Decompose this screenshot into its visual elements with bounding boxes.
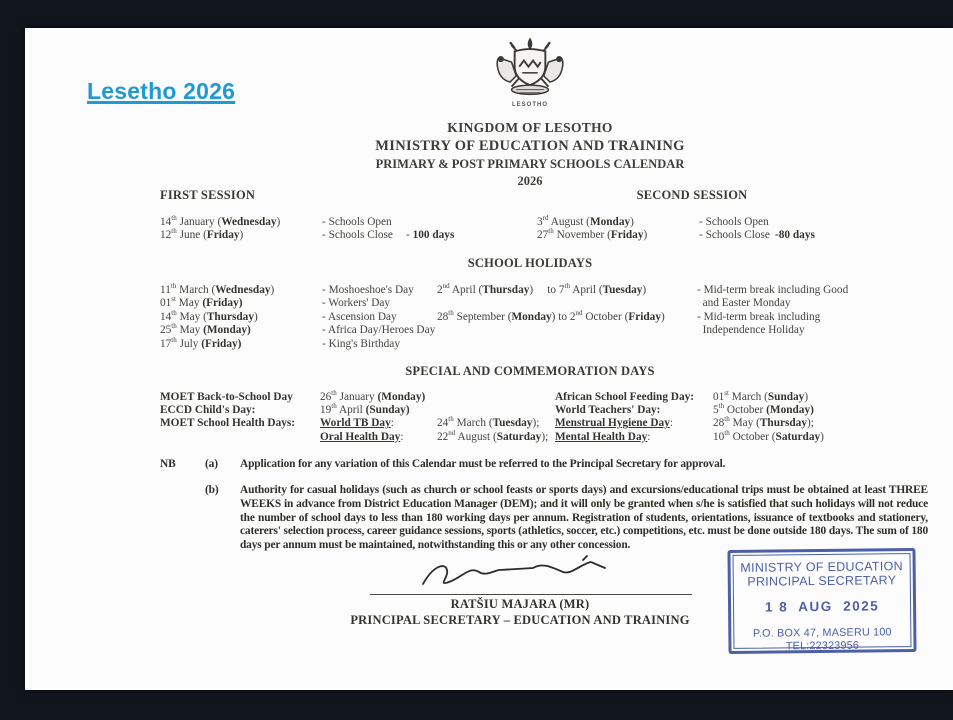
coat-of-arms-icon bbox=[491, 36, 569, 102]
document-header bbox=[180, 120, 880, 189]
first-session-labels: - Schools Open - Schools Close bbox=[322, 216, 393, 242]
signatory-title: PRINCIPAL SECRETARY – EDUCATION AND TRAINING bbox=[350, 613, 690, 627]
stamp-line2: PRINCIPAL SECRETARY bbox=[747, 573, 897, 589]
ministry-stamp bbox=[727, 548, 916, 654]
nb-item-a-marker: (a) bbox=[205, 458, 218, 470]
stamp-inner-border bbox=[733, 553, 912, 652]
second-session-days-count: -80 days bbox=[775, 229, 815, 242]
second-session-title: SECOND SESSION bbox=[636, 188, 748, 202]
signature-line bbox=[370, 594, 692, 595]
document-page bbox=[25, 28, 953, 690]
calendar-year: 2026 bbox=[517, 174, 543, 188]
special-labels-left: MOET Back-to-School Day ECCD Child's Day: MOET School Health Days: bbox=[160, 391, 296, 430]
midterm-ranges: 2nd April (Thursday) to 7th April (Tuesday) 28th September (Monday) to 2nd October (Friday) bbox=[437, 282, 665, 323]
stamp-line1: MINISTRY OF EDUCATION bbox=[740, 559, 903, 575]
school-holidays-title: SCHOOL HOLIDAYS bbox=[467, 256, 593, 270]
special-labels-right: African School Feeding Day: World Teachers' Day: Menstrual Hygiene Day: Mental Health Day: bbox=[555, 391, 695, 443]
special-days-title: SPECIAL AND COMMEMORATION DAYS bbox=[405, 364, 655, 378]
second-session-dates: 3rd August (Monday) 27th November (Friday) bbox=[537, 214, 648, 242]
handwritten-signature bbox=[415, 554, 630, 594]
first-session-title: FIRST SESSION bbox=[160, 188, 256, 202]
signatory-name: RATŠIU MAJARA (MR) bbox=[450, 597, 590, 611]
midterm-notes: - Mid-term break including Good and Easter Monday - Mid-term break including Independence Holiday bbox=[697, 284, 849, 337]
kingdom-title: KINGDOM OF LESOTHO bbox=[447, 120, 613, 135]
nb-item-a-text: Application for any variation of this Calendar must be referred to the Principal Secretary for approval. bbox=[240, 458, 726, 470]
ministry-title: MINISTRY OF EDUCATION AND TRAINING bbox=[375, 138, 685, 154]
emblem-caption: LESOTHO bbox=[511, 102, 548, 108]
nb-item-b-text: Authority for casual holidays (such as church or school feasts or sports days) and excursions/educational trips must be obtained at least THREE WEEKS in advance from District Education Manager (DEM); and it will only be granted when s/he is satisfied that such holidays will not reduce the number of school days to less than 180 working days per annum. Registration of students, orientations, issuance of textbooks and stationery, caterers' selection process, career guidance sessions, sports (athletics, soccer, etc.) competitions, etc. must be done outside 180 days. The sum of 180 days per annum must be maintained, notwithstanding this or any other concession. bbox=[240, 484, 928, 552]
stamp-date: 1 8 AUG 2025 bbox=[764, 598, 880, 615]
special-values-left: 26th January (Monday) 19th April (Sunday) World TB Day: Oral Health Day: bbox=[320, 389, 426, 443]
first-session-dates: 14th January (Wednesday) 12th June (Friday) bbox=[160, 214, 281, 242]
lesotho-coat-of-arms bbox=[491, 36, 569, 108]
second-session-labels: - Schools Open - Schools Close bbox=[699, 216, 770, 242]
holiday-dates: 11th March (Wednesday) 01st May (Friday) 14th May (Thursday) 25th May (Monday) 17th July (Friday) bbox=[160, 282, 275, 350]
calendar-title: PRIMARY & POST PRIMARY SCHOOLS CALENDAR bbox=[375, 157, 685, 171]
stamp-tel: TEL:22323956 bbox=[785, 639, 860, 652]
nb-item-b-marker: (b) bbox=[205, 484, 219, 496]
lesetho-2026-link[interactable]: Lesetho 2026 bbox=[87, 78, 236, 104]
first-session-days-count: - 100 days bbox=[406, 229, 455, 242]
special-dates-mid: 24th March (Tuesday); 22nd August (Saturday); bbox=[437, 415, 549, 443]
stamp-address: P.O. BOX 47, MASERU 100 bbox=[752, 626, 892, 640]
nb-label: NB bbox=[160, 458, 176, 470]
special-values-right: 01st March (Sunday) 5th October (Monday) 28th May (Thursday); 10th October (Saturday) bbox=[713, 389, 824, 443]
holiday-names: - Moshoeshoe's Day - Workers' Day - Ascension Day - Africa Day/Heroes Day - King's Birthday bbox=[322, 284, 436, 350]
